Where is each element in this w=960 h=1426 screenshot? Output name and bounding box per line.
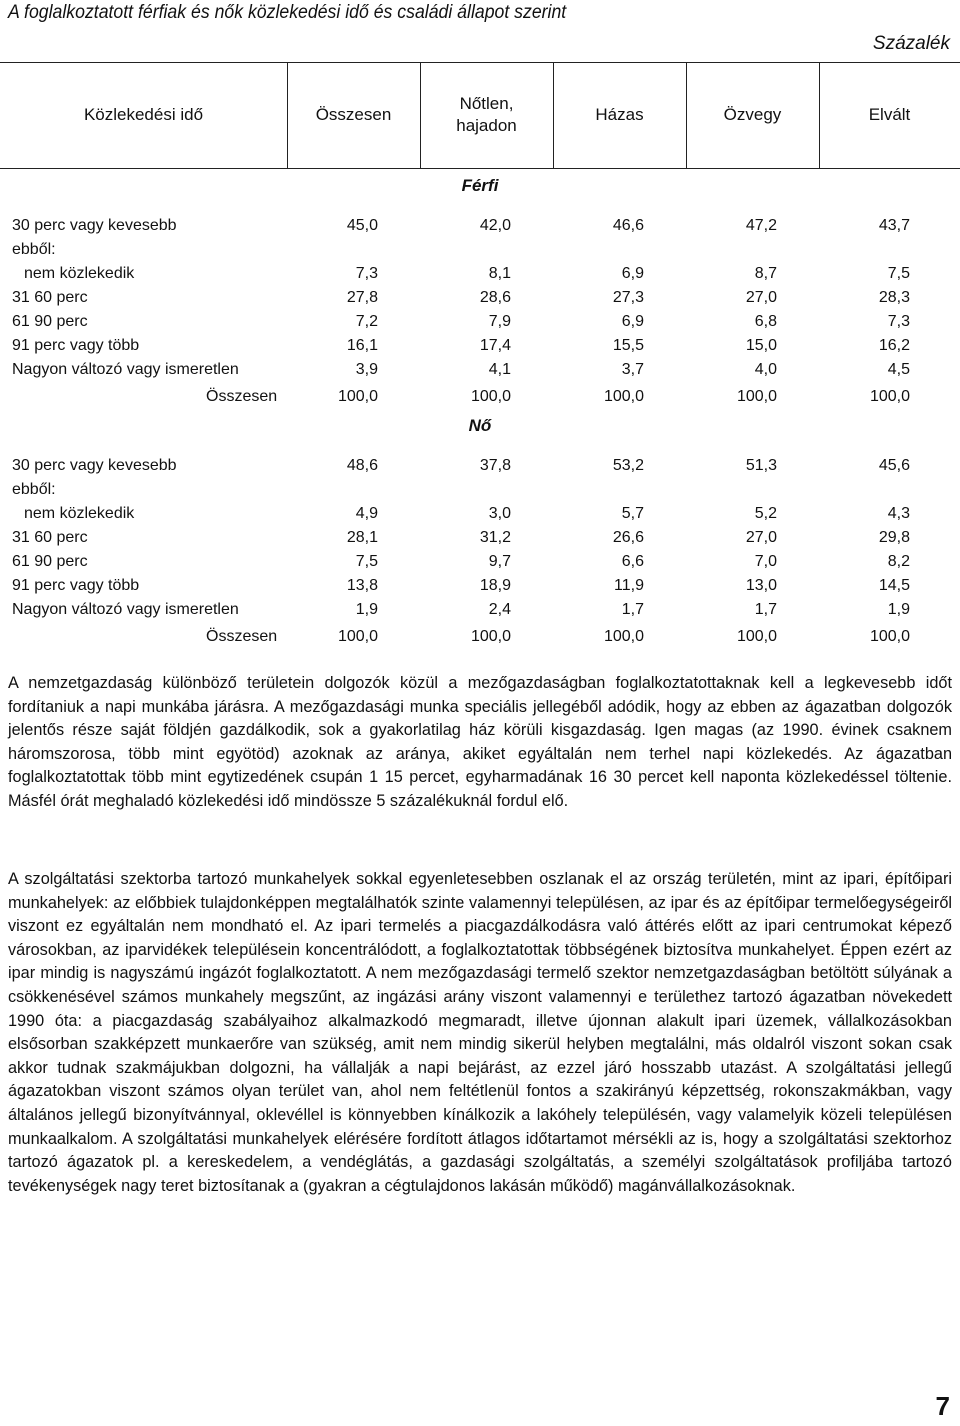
table-cell: 1,9: [355, 601, 378, 618]
table-cell: 28,1: [346, 529, 378, 546]
row-label: 31 60 perc: [12, 289, 88, 306]
table-cell: 7,5: [355, 553, 378, 570]
table-cell: 27,0: [745, 289, 777, 306]
row-label: Összesen: [206, 628, 278, 645]
table-cell: 100,0: [470, 388, 511, 405]
column-header-travel-time: Közlekedési idő: [83, 105, 204, 124]
table-cell: 9,7: [488, 553, 511, 570]
column-header-divorced: Elvált: [868, 105, 911, 124]
table-cell: 5,2: [754, 505, 777, 522]
table-row: [0, 334, 960, 358]
table-row: [0, 310, 960, 334]
table-cell: 2,4: [488, 601, 511, 618]
column-header-single-line2: hajadon: [456, 116, 517, 135]
table-cell: 51,3: [745, 457, 777, 474]
header-top-rule: [0, 62, 960, 63]
table-cell: 18,9: [479, 577, 511, 594]
table-cell: 28,3: [878, 289, 910, 306]
section-heading: Férfi: [461, 176, 499, 195]
table-row: [0, 262, 960, 286]
table-cell: 15,5: [612, 337, 644, 354]
table-cell: 4,3: [887, 505, 910, 522]
row-label: Nagyon változó vagy ismeretlen: [12, 601, 239, 618]
row-label: ebből:: [12, 241, 56, 258]
table-cell: 27,3: [612, 289, 644, 306]
column-header-widowed: Özvegy: [723, 105, 782, 124]
row-label: ebből:: [12, 481, 56, 498]
table-row: [0, 385, 960, 409]
table-row: [0, 526, 960, 550]
table-cell: 31,2: [479, 529, 511, 546]
table-title: A foglalkoztatott férfiak és nők közlekedési idő és családi állapot szerint: [8, 2, 567, 23]
table-cell: 4,9: [355, 505, 378, 522]
row-label: 30 perc vagy kevesebb: [12, 457, 177, 474]
table-cell: 5,7: [621, 505, 644, 522]
table-row: [0, 214, 960, 238]
table-cell: 46,6: [612, 217, 644, 234]
table-row: [0, 358, 960, 382]
table-cell: 100,0: [337, 628, 378, 645]
row-label: 30 perc vagy kevesebb: [12, 217, 177, 234]
row-label: 61 90 perc: [12, 553, 88, 570]
page-number: 7: [935, 1391, 950, 1421]
table-cell: 7,2: [355, 313, 378, 330]
table-cell: 6,9: [621, 265, 644, 282]
table-cell: 47,2: [745, 217, 777, 234]
table-row: [0, 286, 960, 310]
table-cell: 6,8: [754, 313, 777, 330]
table-cell: 7,0: [754, 553, 777, 570]
table-cell: 14,5: [878, 577, 910, 594]
table-cell: 100,0: [337, 388, 378, 405]
table-cell: 28,6: [479, 289, 511, 306]
table-cell: 48,6: [346, 457, 378, 474]
unit-label: Százalék: [872, 33, 950, 54]
column-header-single-line1: Nőtlen,: [459, 94, 514, 113]
paragraph: A szolgáltatási szektorba tartozó munkahelyek sokkal egyenletesebben oszlanak el az ország területén, mint az ipari, építőipari munkahelyek: az előbbiek tulajdonképpen megtalálhatók szinte valamennyi településen, az ipar és az építőipar termelőegységeiről viszont ez egyáltalán nem mondható el. Az ipari termelés a piacgazdálkodásra való áttérés előtt az ipari centrumokat képező városokban, az iparvidékek településein koncentrálódott, a foglalkoztatottak többségének biztosítva munkahelyet. Éppen ezért az ipar mindig is nagyszámú ingázót foglalkoztatott. A nem mezőgazdasági termelő szektor nemzetgazdaságban betöltött súlyának a csökkenésével számos munkahely megszűnt, az ingázási arány viszont valamennyi e területhez tartozó ágazatban növekedett 1990 óta: a piacgazdaság szabályaihoz alkalmazkodó megmaradt, illetve újonnan alakult ipari üzemek, vállalkozásokban elsősorban szakképzett munkaerőre van szükség, amit nem mindig sikerül helyben megtalálni, más oldalról viszont sokan csak akkor tudnak szakmájukban dolgozni, ha vállalják a napi bejárást, az ezzel járó hosszabb utazást. A szolgáltatási jellegű ágazatokban viszont számos olyan terület van, ahol nem feltétlenül fontos a szakirányú képzettség, rokonszakmákban, vagy általános jellegű bizonyítvánnyal, oklevéllel is könnyebben kínálkozik a lakóhely településén, vagy valamelyik közeli településen munkaalkalom. A szolgáltatási munkahelyek elérésére fordított átlagos időtartamot mérsékli az is, hogy a szolgáltatási szektorhoz tartozó ágazatok pl. a kereskedelem, a vendéglátás, a gazdasági szolgáltatás, a személyi szolgáltatások profiljába tartozó tevékenységek nagy teret biztosítanak a (gyakran a cégtulajdonos lakásán működő) magánvállalkozásoknak.: [8, 870, 952, 1195]
table-cell: 100,0: [869, 628, 910, 645]
table-row: [0, 574, 960, 598]
table-cell: 13,0: [745, 577, 777, 594]
table-cell: 26,6: [612, 529, 644, 546]
table-cell: 27,8: [346, 289, 378, 306]
table-cell: 45,6: [878, 457, 910, 474]
table-cell: 4,0: [754, 361, 777, 378]
table-cell: 13,8: [346, 577, 378, 594]
table-cell: 7,3: [887, 313, 910, 330]
table-cell: 100,0: [470, 628, 511, 645]
table-cell: 45,0: [346, 217, 378, 234]
column-header-married: Házas: [595, 105, 644, 124]
table-row: [0, 454, 960, 478]
header-bottom-rule: [0, 168, 960, 169]
table-cell: 7,3: [355, 265, 378, 282]
row-label: nem közlekedik: [24, 265, 135, 282]
table-cell: 100,0: [869, 388, 910, 405]
table-cell: 27,0: [745, 529, 777, 546]
table-cell: 11,9: [614, 577, 644, 594]
table-row: [0, 238, 960, 262]
section-heading: Nő: [468, 416, 492, 435]
row-label: nem közlekedik: [24, 505, 135, 522]
row-label: 31 60 perc: [12, 529, 88, 546]
table-cell: 53,2: [612, 457, 644, 474]
table-cell: 29,8: [878, 529, 910, 546]
table-cell: 43,7: [878, 217, 910, 234]
table-cell: 6,9: [621, 313, 644, 330]
table-cell: 8,2: [887, 553, 910, 570]
row-label: 91 perc vagy több: [12, 337, 140, 354]
table-cell: 7,9: [488, 313, 511, 330]
table-cell: 37,8: [479, 457, 511, 474]
row-label: 61 90 perc: [12, 313, 88, 330]
column-header-single: [420, 93, 553, 137]
row-label: Összesen: [206, 388, 278, 405]
table-cell: 3,0: [488, 505, 511, 522]
table-cell: 1,9: [887, 601, 910, 618]
table-row: [0, 598, 960, 622]
table-cell: 15,0: [745, 337, 777, 354]
table-cell: 8,7: [754, 265, 777, 282]
table-row: [0, 550, 960, 574]
row-label: 91 perc vagy több: [12, 577, 140, 594]
table-cell: 7,5: [887, 265, 910, 282]
table-cell: 100,0: [736, 388, 777, 405]
row-label: Nagyon változó vagy ismeretlen: [12, 361, 239, 378]
table-cell: 4,1: [488, 361, 511, 378]
table-cell: 16,1: [346, 337, 378, 354]
paragraph: A nemzetgazdaság különböző területein dolgozók közül a mezőgazdaságban foglalkoztatottaknak kell a legkevesebb időt fordítaniuk a napi munkába járásra. A mezőgazdasági munka speciális jellegéből adódik, hogy az ebben az ágazatban dolgozók jelentős része saját földjén gazdálkodik, sok a gyakorlatilag ház körüli kisgazdaság. Igen magas (az 1990. évinek csaknem háromszorosa, több mint egyötöd) azoknak az aránya, akiket egyáltalán nem terhel napi közlekedés. Az ágazatban foglalkoztatottak több mint egytizedének csupán 1 15 percet, egyharmadának 16 30 percet kell naponta közlekedéssel töltenie. Másfél órát meghaladó közlekedési idő mindössze 5 százalékuknál fordul elő.: [8, 674, 952, 810]
table-cell: 1,7: [621, 601, 644, 618]
table-row: [0, 502, 960, 526]
table-cell: 100,0: [603, 388, 644, 405]
table-cell: 1,7: [754, 601, 777, 618]
table-cell: 3,9: [355, 361, 378, 378]
column-header-total: Összesen: [315, 105, 392, 124]
table-cell: 100,0: [603, 628, 644, 645]
table-cell: 42,0: [479, 217, 511, 234]
table-cell: 6,6: [621, 553, 644, 570]
table-cell: 3,7: [621, 361, 644, 378]
table-cell: 4,5: [887, 361, 910, 378]
table-cell: 17,4: [479, 337, 511, 354]
table-cell: 100,0: [736, 628, 777, 645]
table-row: [0, 478, 960, 502]
table-row: [0, 625, 960, 649]
table-cell: 16,2: [878, 337, 910, 354]
table-cell: 8,1: [488, 265, 511, 282]
